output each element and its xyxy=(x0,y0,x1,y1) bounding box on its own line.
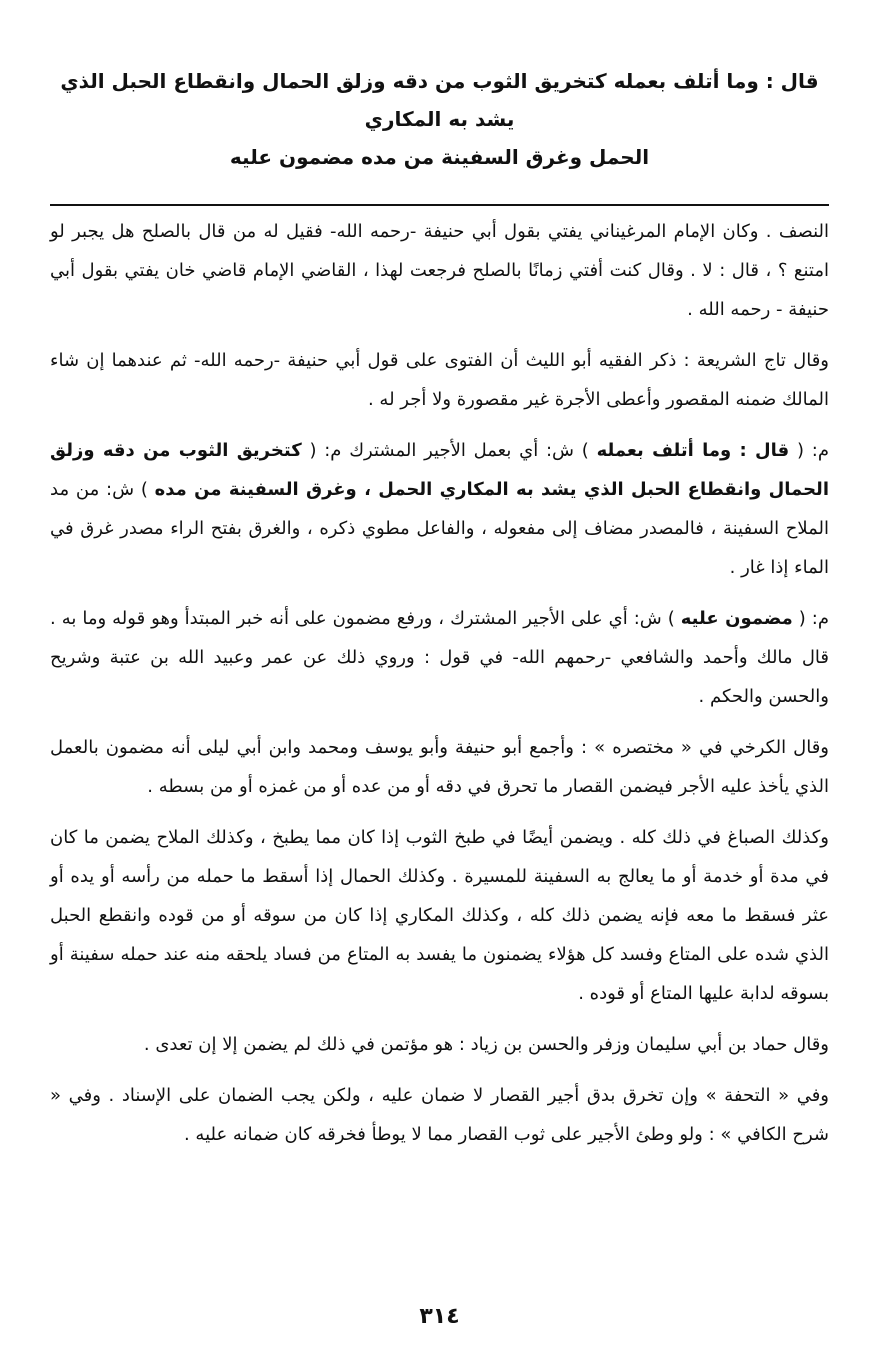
commentary: ) ش: أي بعمل الأجير المشترك م: ( xyxy=(309,440,589,461)
paragraph-4 xyxy=(50,599,829,716)
matn-line-1: قال : وما أتلف بعمله كتخريق الثوب من دقه وزلق الحمال وانقطاع الحبل الذي يشد به المكاري xyxy=(60,69,819,131)
paragraph-8: وفي « التحفة » وإن تخرق بدق أجير القصار لا ضمان عليه ، ولكن يجب الضمان على الإسناد . وفي « شرح الكافي » : ولو وطئ الأجير على ثوب القصار مما لا يوطأ فخرقه كان ضمانه عليه . xyxy=(50,1085,829,1145)
marker-m: م: ( xyxy=(798,608,829,629)
paragraph-5: وقال الكرخي في « مختصره » : وأجمع أبو حنيفة وأبو يوسف ومحمد وابن أبي ليلى أنه مضمون بالعمل الذي يأخذ عليه الأجر فيضمن القصار ما تحرق في دقه أو من عده أو من غمزه أو من بسطه . xyxy=(50,737,829,797)
commentary: ) ش: أي على الأجير المشترك ، ورفع مضمون على أنه خبر المبتدأ وهو قوله وما به . قال مالك وأحمد والشافعي -رحمهم الله- في قول : وروي ذلك عن عمر وعبيد الله بن عتبة وشريح والحسن والحكم . xyxy=(50,608,829,707)
quoted-matn: كتخريق الثوب من دقه وزلق الحمال وانقطاع الحبل الذي يشد به المكاري الحمل ، وغرق السفينة من مده xyxy=(50,440,829,500)
paragraph-1: النصف . وكان الإمام المرغيناني يفتي بقول أبي حنيفة -رحمه الله- فقيل له من قال بالصلح هل يجبر لو امتنع ؟ ، قال : لا . وقال كنت أفتي زمانًا بالصلح فرجعت لهذا ، القاضي الإمام قاضي خان يفتي بقول أبي حنيفة - رحمه الله . xyxy=(50,221,829,320)
matn-heading xyxy=(50,62,829,176)
quoted-matn: قال : وما أتلف بعمله xyxy=(596,440,790,461)
page-body xyxy=(50,62,829,1166)
paragraph-6: وكذلك الصباغ في ذلك كله . ويضمن أيضًا في طبخ الثوب إذا كان مما يطبخ ، وكذلك الملاح يضمن ما كان في مدة أو خدمة أو ما يعالج به السفينة للمسيرة . وكذلك الحمال إذا أسقط ما حمله من رأسه أو يده أو عثر فسقط ما معه فإنه يضمن ذلك كله ، وكذلك المكاري إذا كان من سوقه أو من قوده وانقطع الحبل الذي شده على المتاع وفسد كل هؤلاء يضمنون ما يفسد به المتاع من فساد يلحقه منه عند حمله سفينة أو بسوقه لدابة عليها المتاع أو قوده . xyxy=(50,827,829,1004)
matn-line-2: الحمل وغرق السفينة من مده مضمون عليه xyxy=(229,145,650,169)
marker-m: م: ( xyxy=(796,440,829,461)
paragraph-2: وقال تاج الشريعة : ذكر الفقيه أبو الليث أن الفتوى على قول أبي حنيفة -رحمه الله- ثم عندهما إن شاء المالك ضمنه المقصور وأعطى الأجرة غير مقصورة ولا أجر له . xyxy=(50,350,829,410)
separator-rule xyxy=(50,204,829,206)
commentary: ) ش: من مد الملاح السفينة ، فالمصدر مضاف إلى مفعوله ، والفاعل مطوي ذكره ، والغرق بفتح الراء مصدر غرق في الماء إذا غار . xyxy=(50,479,829,578)
paragraph-3 xyxy=(50,431,829,587)
page-number: ٣١٤ xyxy=(419,1304,460,1329)
paragraph-7: وقال حماد بن أبي سليمان وزفر والحسن بن زياد : هو مؤتمن في ذلك لم يضمن إلا إن تعدى . xyxy=(143,1034,829,1055)
quoted-matn: مضمون عليه xyxy=(680,608,793,629)
